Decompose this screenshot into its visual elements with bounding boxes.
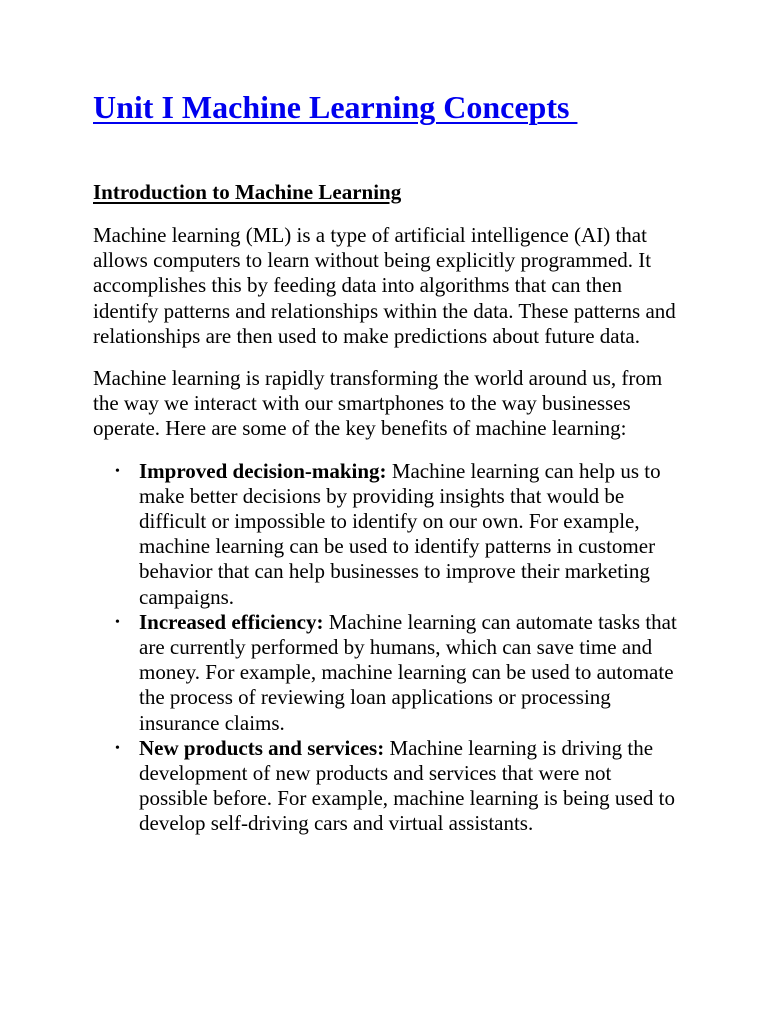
bullet-icon: • — [115, 614, 120, 630]
document-title-link[interactable]: Unit I Machine Learning Concepts — [93, 89, 578, 125]
benefits-list — [93, 459, 683, 837]
bullet-icon: • — [115, 740, 120, 756]
list-item-increased-efficiency — [93, 610, 683, 736]
intro-paragraph: Machine learning (ML) is a type of artificial intelligence (AI) that allows computers to learn without being explicitly programmed. It accomplishes this by feeding data into algorithms that can then identify patterns and relationships within the data. These patterns and relationships are then used to make predictions about future data. — [93, 223, 676, 348]
benefit-term: Improved decision-making: — [139, 458, 387, 483]
list-item-improved-decision-making — [93, 459, 683, 610]
benefit-text: Machine learning can help us to make better decisions by providing insights that would be difficult or impossible to identify on our own. For example, machine learning can be used to identify patterns in customer behavior that can help businesses to improve their marketing campaigns. — [139, 458, 661, 609]
benefit-text: Machine learning can automate tasks that are currently performed by humans, which can save time and money. For example, machine learning can be used to automate the process of reviewing loan applications or processing insurance claims. — [139, 609, 677, 735]
list-item-new-products-and-services — [93, 736, 683, 837]
section-heading: Introduction to Machine Learning — [93, 180, 402, 204]
benefits-intro-paragraph: Machine learning is rapidly transforming the world around us, from the way we interact with our smartphones to the way businesses operate. Here are some of the key benefits of machine learning: — [93, 366, 663, 441]
bullet-icon: • — [115, 463, 120, 479]
benefit-term: New products and services: — [139, 735, 385, 760]
benefit-text: Machine learning is driving the development of new products and services that were not possible before. For example, machine learning is being used to develop self-driving cars and virtual assistants. — [139, 735, 675, 836]
document-content — [93, 86, 683, 837]
benefit-term: Increased efficiency: — [139, 609, 324, 634]
